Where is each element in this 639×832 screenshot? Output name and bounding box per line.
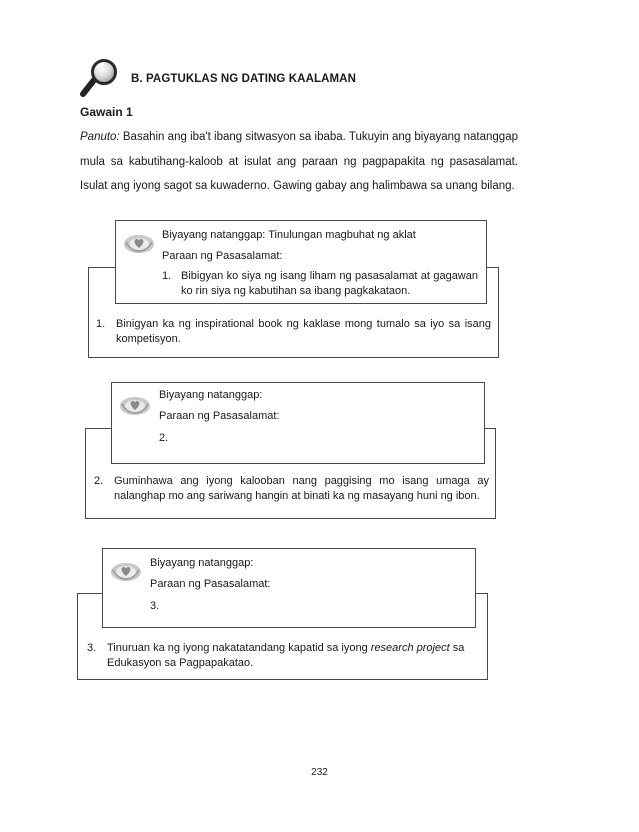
biyaya-line: Biyayang natanggap: bbox=[159, 389, 263, 401]
situation-body bbox=[87, 641, 480, 671]
answer-text: Bibigyan ko siya ng isang liham ng pasasalamat at gagawan ko rin siya ng kabutihan sa ibang pagkakataon. bbox=[181, 270, 478, 297]
section-title: B. PAGTUKLAS NG DATING KAALAMAN bbox=[131, 73, 356, 85]
answer-number: 3. bbox=[150, 600, 160, 612]
activity-title: Gawain 1 bbox=[80, 105, 133, 119]
instructions bbox=[80, 125, 518, 199]
answer-number: 1. bbox=[162, 270, 172, 282]
page-number: 232 bbox=[311, 767, 328, 778]
situation-number: 1. bbox=[96, 318, 106, 330]
instructions-text: Basahin ang iba't ibang sitwasyon sa ibaba. Tukuyin ang biyayang natanggap mula sa kabutihang-kaloob at isulat ang paraan ng pagpapakita ng pasasalamat. Isulat ang iyong sagot sa kuwaderno. Gawing gabay ang halimbawa sa unang bilang. bbox=[80, 131, 518, 192]
situation-text-3 bbox=[87, 641, 480, 671]
answer-card-2 bbox=[111, 382, 485, 464]
situation-body-part: sa Edukasyon sa Pagpapakatao. bbox=[107, 642, 465, 669]
paraan-label: Paraan ng Pasasalamat: bbox=[159, 410, 280, 422]
paraan-label: Paraan ng Pasasalamat: bbox=[162, 250, 283, 262]
biyaya-line: Biyayang natanggap: bbox=[150, 557, 254, 569]
situation-body: Binigyan ka ng inspirational book ng kaklase mong tumalo sa iyo sa isang kompetisyon. bbox=[116, 318, 491, 345]
magnifying-glass-icon bbox=[79, 58, 121, 98]
situation-body-part: Tinuruan ka ng iyong nakatatandang kapatid sa iyong bbox=[107, 642, 371, 654]
situation-number: 2. bbox=[94, 475, 104, 487]
biyaya-line: Biyayang natanggap: Tinulungan magbuhat ng aklat bbox=[162, 229, 416, 241]
answer-number: 2. bbox=[159, 432, 169, 444]
situation-body-italic: research project bbox=[370, 642, 450, 654]
paraan-label: Paraan ng Pasasalamat: bbox=[150, 578, 271, 590]
answer-card-3 bbox=[102, 548, 476, 628]
situation-text-1 bbox=[96, 317, 491, 347]
heart-in-hands-icon bbox=[119, 391, 151, 417]
heart-in-hands-icon bbox=[123, 229, 155, 255]
answer-item bbox=[162, 269, 478, 299]
instructions-label: Panuto: bbox=[80, 131, 120, 143]
answer-card-1 bbox=[115, 220, 487, 304]
situation-body: Guminhawa ang iyong kalooban nang paggising mo isang umaga ay nalanghap mo ang sariwang hangin at binati ka ng masayang huni ng ibon. bbox=[114, 475, 489, 502]
situation-text-2 bbox=[94, 474, 489, 504]
situation-number: 3. bbox=[87, 642, 97, 654]
heart-in-hands-icon bbox=[110, 557, 142, 583]
